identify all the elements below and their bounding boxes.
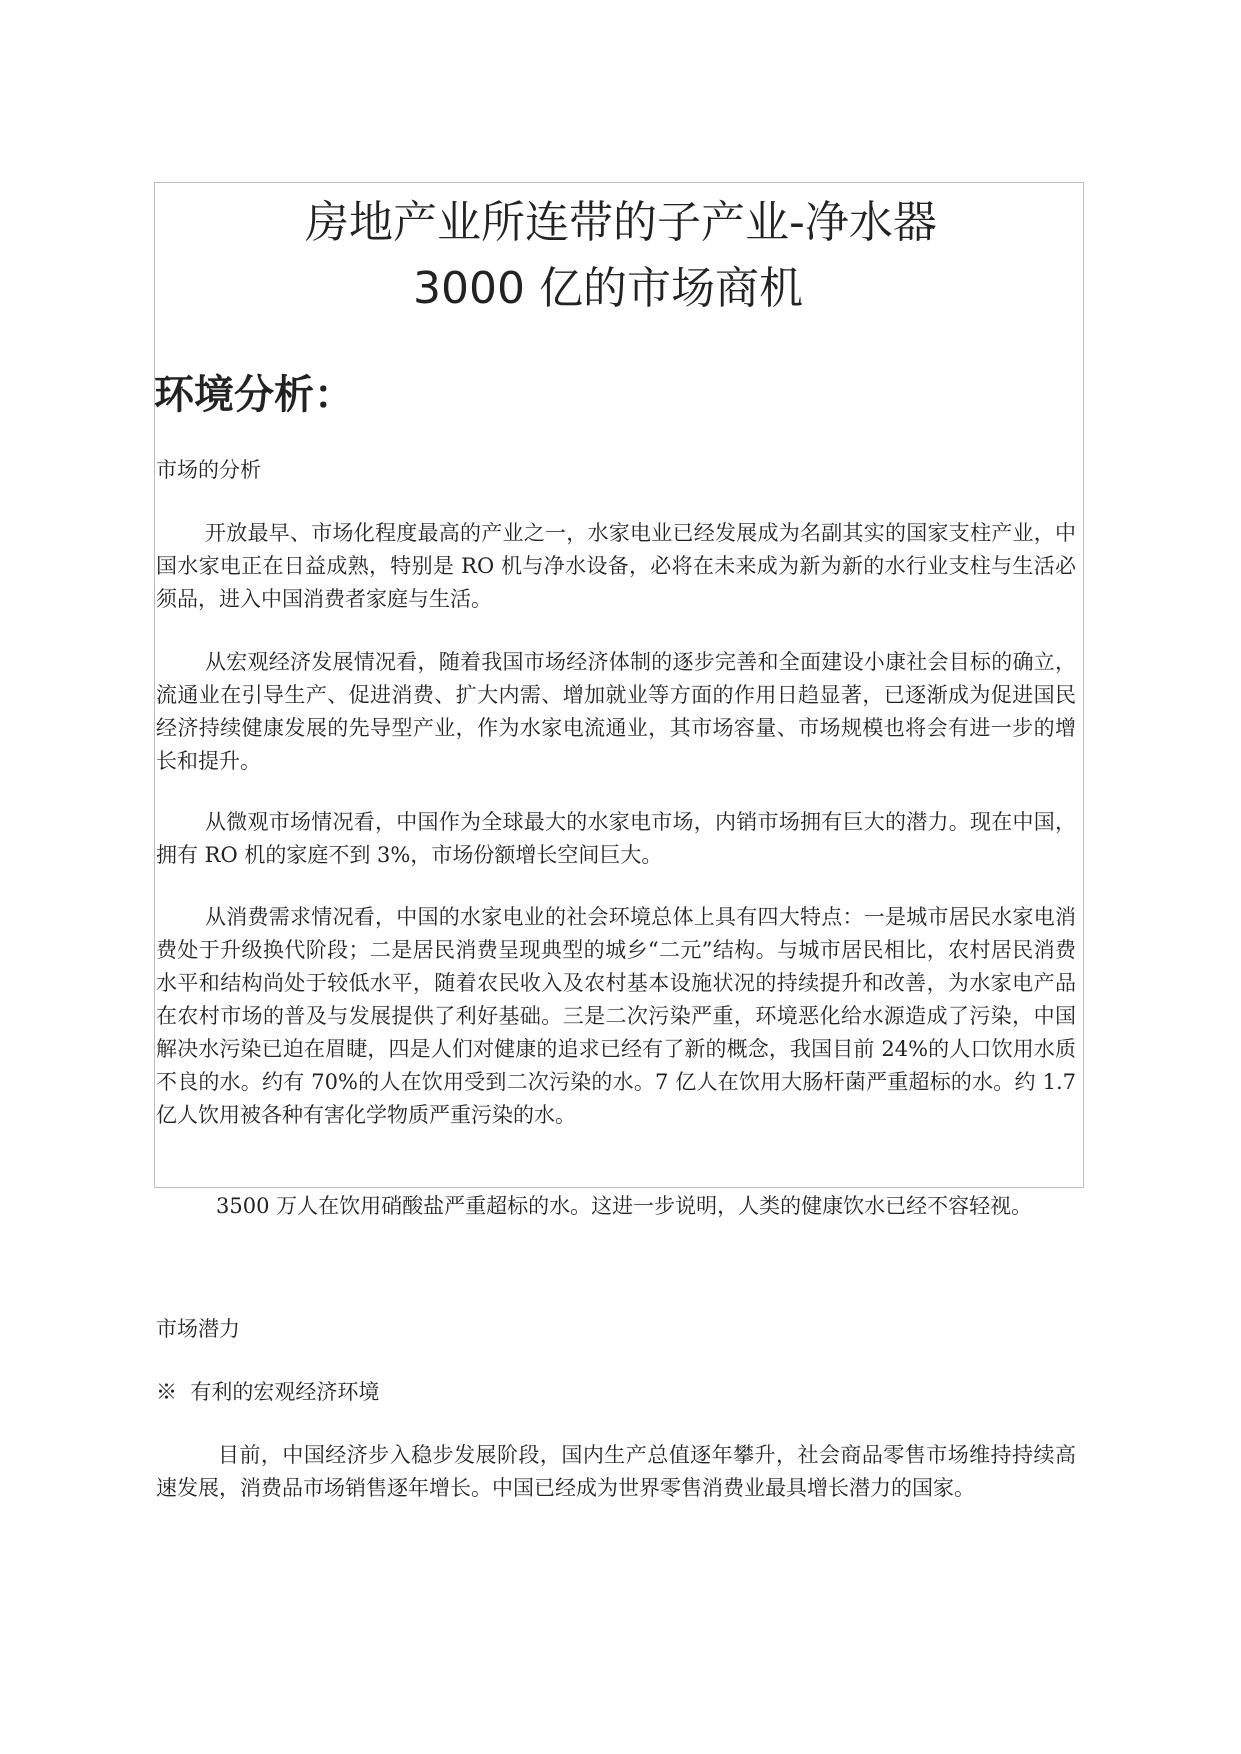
paragraph-3: 从微观市场情况看，中国作为全球最大的水家电市场，内销市场拥有巨大的潜力。现在中国，拥有 RO 机的家庭不到 3%，市场份额增长空间巨大。: [156, 810, 1076, 867]
document-title: [154, 190, 1084, 322]
title-line-2: 3000 亿的市场商机: [413, 263, 803, 314]
final-paragraph: 目前，中国经济步入稳步发展阶段，国内生产总值逐年攀升，社会商品零售市场维持持续高速发展，消费品市场销售逐年增长。中国已经成为世界零售消费业最具增长潜力的国家。: [156, 1443, 1076, 1500]
title-line-1: 房地产业所连带的子产业-净水器: [305, 197, 937, 248]
paragraph-1: 开放最早、市场化程度最高的产业之一，水家电业已经发展成为名副其实的国家支柱产业，中国水家电正在日益成熟，特别是 RO 机与净水设备，必将在未来成为新为新的水行业支柱与生活必须品，进入中国消费者家庭与生活。: [156, 521, 1076, 611]
paragraph-4: 从消费需求情况看，中国的水家电业的社会环境总体上具有四大特点：一是城市居民水家电消费处于升级换代阶段；二是居民消费呈现典型的城乡“二元”结构。与城市居民相比，农村居民消费水平和结构尚处于较低水平，随着农民收入及农村基本设施状况的持续提升和改善，为水家电产品在农村市场的普及与发展提供了利好基础。三是二次污染严重，环境恶化给水源造成了污染，中国解决水污染已迫在眉睫，四是人们对健康的追求已经有了新的概念，我国目前 24%的人口饮用水质不良的水。约有 70%的人在饮用受到二次污染的水。7 亿人在饮用大肠杆菌严重超标的水。约 1.7 亿人饮用被各种有害化学物质严重污染的水。: [156, 905, 1076, 1127]
section-heading: 环境分析：: [154, 372, 354, 418]
market-analysis-label: 市场的分析: [156, 458, 261, 482]
paragraph-2: 从宏观经济发展情况看，随着我国市场经济体制的逐步完善和全面建设小康社会目标的确立，流通业在引导生产、促进消费、扩大内需、增加就业等方面的作用日趋显著，已逐渐成为促进国民经济持续健康发展的先导型产业，作为水家电流通业，其市场容量、市场规模也将会有进一步的增长和提升。: [156, 650, 1076, 773]
paragraph-5: 3500 万人在饮用硝酸盐严重超标的水。这进一步说明，人类的健康饮水已经不容轻视。: [216, 1194, 1033, 1218]
market-potential-label: 市场潜力: [156, 1317, 240, 1341]
bullet-favorable-macro-environment: ※ 有利的宏观经济环境: [156, 1380, 380, 1404]
